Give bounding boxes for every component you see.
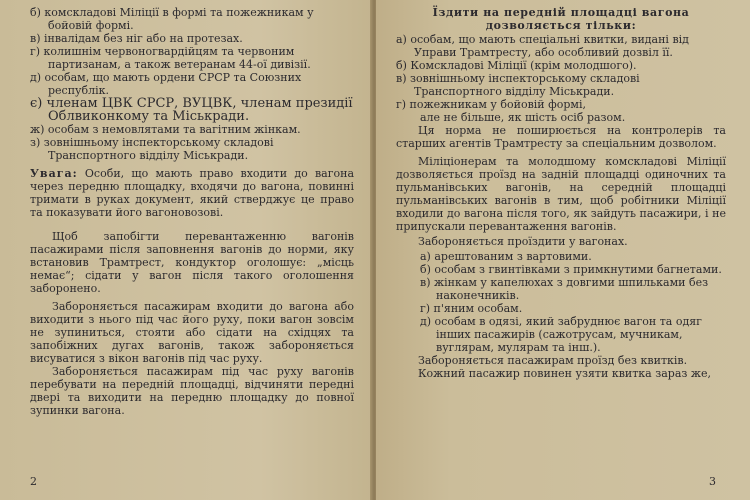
list-item: б) особам з гвинтівками з примкнутими багнетами. [420, 263, 722, 276]
paragraph: Забороняється пасажирам входити до вагона або виходити з нього під час його руху, поки вагон зовсім не зупиниться, стояти або сідати на східцях та запобіжних дугах вагонів, також забороняється висуватися з вікон вагонів під час руху. [30, 300, 354, 365]
list-item: в) інвалідам без ніг або на протезах. [30, 32, 243, 45]
page-number: 2 [30, 475, 37, 488]
list-item: а) особам, що мають спеціальні квитки, видані від Управи Трамтресту, або особливий дозвіл її. [396, 33, 689, 59]
list-item: г) пожежникам у бойовій формі, [396, 98, 586, 111]
left-page [0, 0, 372, 500]
attention-note [30, 167, 354, 219]
paragraph: Щоб запобігти перевантаженню вагонів пасажирами після заповнення вагонів до норми, яку встановив Трамтрест, кондуктор оголошує: „місць немає“; сідати у вагон після такого оголошення заборонено. [30, 230, 354, 295]
list-item: в) зовнішньому інспекторському складові Транспортного відділу Міськради. [396, 72, 640, 98]
list-item: д) особам, що мають ордени СРСР та Союзних республік. [30, 71, 302, 97]
page-number: 3 [709, 475, 716, 488]
note-text: Особи, що мають право входити до вагона через передню площадку, входячи до вагона, повинні тримати в руках документ, який стверджує це право та показувати його вагоновозові. [30, 167, 355, 219]
list-item: в) жінкам у капелюхах з довгими шпильками без наконечників. [420, 276, 709, 302]
list-item: є) членам ЦВК СРСР, ВУЦВК, членам президії Облвиконкому та Міськради. [30, 96, 353, 124]
list-item: г) колишнім червоногвардійцям та червоним партизанам, а також ветеранам 44-ої дивізії. [30, 45, 311, 71]
list-item: з) зовнішньому інспекторському складові Транспортного відділу Міськради. [30, 136, 274, 162]
section-heading: Їздити на передній площадці вагона дозволяється тільки: [432, 6, 690, 32]
list-item-continuation: але не більше, як шість осіб разом. [420, 111, 626, 124]
paragraph: Забороняється пасажирам під час руху вагонів перебувати на передній площадці, відчиняти передні двері та виходити на передню площадку до повної зупинки вагона. [30, 365, 354, 417]
list-item: б) Комскладові Міліції (крім молодшого). [396, 59, 637, 72]
note-label: Увага: [30, 167, 78, 180]
list-item: а) арештованим з вартовими. [420, 250, 592, 263]
paragraph: Кожний пасажир повинен узяти квитка зараз же, [418, 367, 712, 380]
paragraph: Забороняється пасажирам проїзд без квитків. [418, 354, 688, 367]
paragraph: Ця норма не поширюється на контролерів та старших агентів Трамтресту за спеціальним дозволом. [396, 124, 726, 150]
list-item: г) п'яним особам. [420, 302, 523, 315]
list-item: д) особам в одязі, який забруднює вагон та одяг інших пасажирів (сажотрусам, мучникам, вуглярам, мулярам та інш.). [420, 315, 702, 354]
right-page [376, 0, 750, 500]
paragraph: Міліціонерам та молодшому комскладові Міліції дозволяється проїзд на задній площадці одиночних та пульманівських вагонів, на середній площадці пульманівських вагонів в тим, щоб робітники Міліції входили до вагона після того, як зайдуть пасажири, і не припускали перевантаження вагонів. [396, 155, 726, 233]
list-item: ж) особам з немовлятами та вагітним жінкам. [30, 123, 301, 136]
forbidden-title: Забороняється проїздити у вагонах. [418, 235, 628, 248]
list-item: б) комскладові Міліції в формі та пожежникам у бойовій формі. [30, 6, 314, 32]
